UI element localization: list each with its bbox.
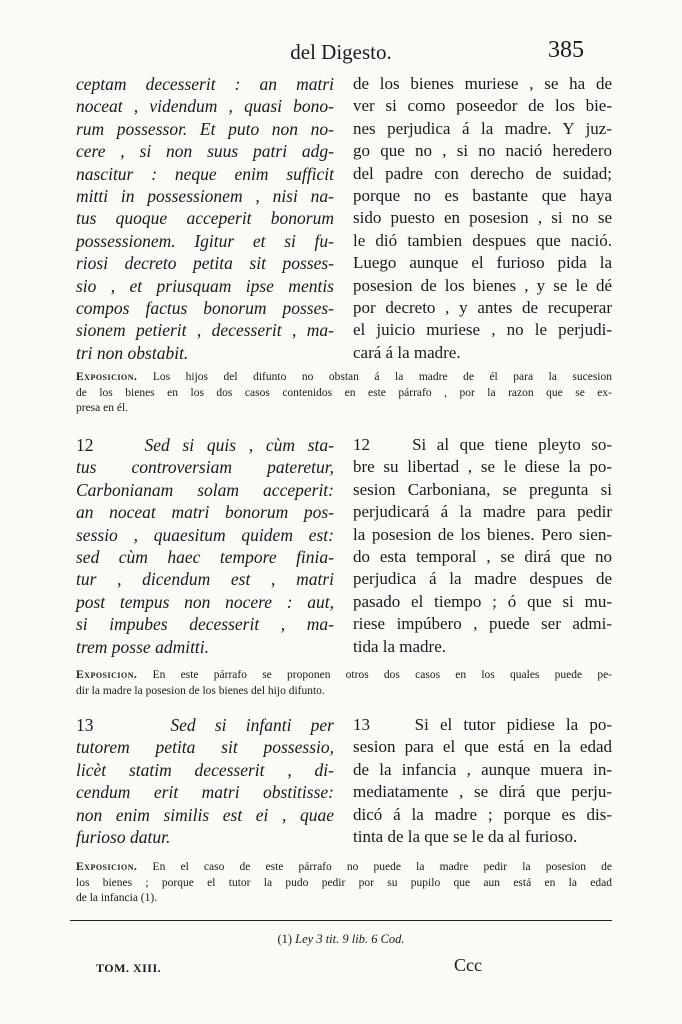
latin-line: tur , dicendum est , matri <box>76 569 334 590</box>
footnote-reference: Ley 3 tit. 9 lib. 6 Cod. <box>295 932 405 946</box>
latin-line: riosi decreto petita sit posses- <box>76 253 334 274</box>
footnote <box>0 932 682 947</box>
spanish-line: porque no es bastante que haya <box>353 186 612 206</box>
spanish-line: dicó á la madre ; porque es dis- <box>353 804 612 824</box>
spanish-line: nes perjudica á la madre. Y juz- <box>353 118 612 138</box>
latin-text-block <box>76 434 334 658</box>
spanish-line: do esta temporal , se dirá que no <box>353 547 612 567</box>
note-line: de los bienes en los dos casos contenidos en este párrafo , por la razon que se ex- <box>76 386 612 399</box>
latin-line: cere , si non suus patri adg- <box>76 141 334 162</box>
note-line <box>76 860 612 876</box>
latin-line: possessionem. Igitur et si fu- <box>76 230 334 251</box>
latin-text-block <box>76 714 334 848</box>
latin-line: sio , et priusquam ipse mentis <box>76 275 334 296</box>
spanish-line: go que no , si no nació heredero <box>353 141 612 161</box>
note-line <box>76 668 612 684</box>
paragraph-number: 12 <box>76 435 94 455</box>
latin-line-text: Sed si quis , cùm sta- <box>144 435 334 455</box>
latin-line: si impubes decesserit , ma- <box>76 614 334 635</box>
spanish-line: tinta de la que se le da al furioso. <box>353 827 578 847</box>
volume-label: TOM. XIII. <box>96 961 162 975</box>
latin-line: sed cùm haec tempore finia- <box>76 547 334 568</box>
paragraph-number: 12 <box>353 435 370 454</box>
spanish-line: sesion para el que está en la edad <box>353 737 612 757</box>
note-text: En este párrafo se proponen otros dos casos en los quales puede pe- <box>152 669 613 681</box>
spanish-line: cará á la madre. <box>353 342 461 362</box>
spanish-text-block <box>353 714 612 848</box>
spanish-line-text: Si al que tiene pleyto so- <box>412 435 612 454</box>
note-line: presa en él. <box>76 402 129 414</box>
spanish-line: perjudicará á la madre para pedir <box>353 502 612 522</box>
spanish-line: pasado el tiempo ; ó que si mu- <box>353 591 612 611</box>
exposicion-note <box>76 668 612 699</box>
latin-line: cendum erit matri obstitisse: <box>76 782 334 803</box>
latin-line: sessio , quaesitum quidem est: <box>76 524 334 545</box>
spanish-text-block <box>353 73 612 364</box>
latin-line: nascitur : neque enim sufficit <box>76 163 334 184</box>
latin-line: mitti in possessionem , nisi na- <box>76 186 334 207</box>
latin-line: licèt statim decesserit , di- <box>76 759 334 780</box>
latin-line <box>76 434 334 456</box>
spanish-line: bre su libertad , se le diese la po- <box>353 457 612 477</box>
spanish-line: de los bienes muriese , se ha de <box>353 74 612 93</box>
note-label: Exposicion. <box>76 371 138 383</box>
spanish-line: la posesion de los bienes. Pero sien- <box>353 524 612 544</box>
spanish-line <box>353 714 612 736</box>
spanish-line: de la infancia , aunque muera in- <box>353 759 612 779</box>
latin-line <box>76 714 334 736</box>
latin-line: furioso datur. <box>76 827 171 848</box>
footnote-rule <box>70 920 612 921</box>
spanish-line: tida la madre. <box>353 636 446 656</box>
latin-line: tus quoque acceperit bonorum <box>76 208 334 229</box>
latin-line: post tempus non nocere : aut, <box>76 591 334 612</box>
spanish-line: ver si como poseedor de los bie- <box>353 96 612 116</box>
running-title: del Digesto. <box>290 40 392 64</box>
spanish-line: riese impúbero , puede ser admi- <box>353 614 612 634</box>
exposicion-note <box>76 370 612 417</box>
note-line: de la infancia (1). <box>76 892 158 904</box>
page-number: 385 <box>548 37 584 63</box>
latin-line-text: Sed si infanti per <box>170 715 334 735</box>
note-line <box>76 370 612 386</box>
spanish-line: mediatamente , se dirá que perju- <box>353 782 612 802</box>
latin-line: Carbonianam solam acceperit: <box>76 479 334 500</box>
note-label: Exposicion. <box>76 669 138 681</box>
latin-line: sionem petierit , decesserit , ma- <box>76 320 334 341</box>
latin-line: non enim similis est ei , quae <box>76 804 334 825</box>
note-line: los bienes ; porque el tutor la pudo pedir por su pupilo que aun está en la edad <box>76 876 612 889</box>
spanish-line-text: Si el tutor pidiese la po- <box>414 715 613 734</box>
latin-line: compos factus bonorum posses- <box>76 298 334 319</box>
latin-line: trem posse admitti. <box>76 636 210 657</box>
spanish-line: el juicio muriese , no le perjudi- <box>353 320 612 340</box>
latin-line: tus controversiam pateretur, <box>76 457 334 478</box>
latin-line: noceat , videndum , quasi bono- <box>76 96 334 117</box>
exposicion-note <box>76 860 612 907</box>
note-label: Exposicion. <box>76 861 138 873</box>
footnote-marker: (1) <box>277 932 293 946</box>
note-text: En el caso de este párrafo no puede la madre pedir la posesion de <box>152 861 612 873</box>
latin-line: an noceat matri bonorum pos- <box>76 502 334 523</box>
spanish-line: le dió tambien despues que nació. <box>353 230 612 250</box>
spanish-line: sesion Carboniana, se pregunta si <box>353 479 612 499</box>
paragraph-number: 13 <box>76 715 94 735</box>
note-text: Los hijos del difunto no obstan á la madre de él para la sucesion <box>152 371 612 383</box>
latin-line: tri non obstabit. <box>76 342 189 363</box>
spanish-text-block <box>353 434 612 658</box>
spanish-line: Luego aunque el furioso pida la <box>353 253 612 273</box>
spanish-line <box>353 434 612 456</box>
paragraph-number: 13 <box>353 715 370 734</box>
latin-line: rum possessor. Et puto non no- <box>76 118 334 139</box>
latin-line: tutorem petita sit possessio, <box>76 737 334 758</box>
spanish-line: del padre con derecho de suidad; <box>353 163 612 183</box>
latin-line: ceptam decesserit : an matri <box>76 74 334 94</box>
spanish-line: sido puesto en posesion , si no se <box>353 208 612 228</box>
note-line: dir la madre la posesion de los bienes del hijo difunto. <box>76 684 325 697</box>
spanish-line: por decreto , y antes de recuperar <box>353 298 612 318</box>
latin-text-block <box>76 73 334 364</box>
spanish-line: posesion de los bienes , y se le dé <box>353 275 612 295</box>
signature-mark: Ccc <box>454 955 482 975</box>
spanish-line: perjudica á la madre despues de <box>353 569 612 589</box>
